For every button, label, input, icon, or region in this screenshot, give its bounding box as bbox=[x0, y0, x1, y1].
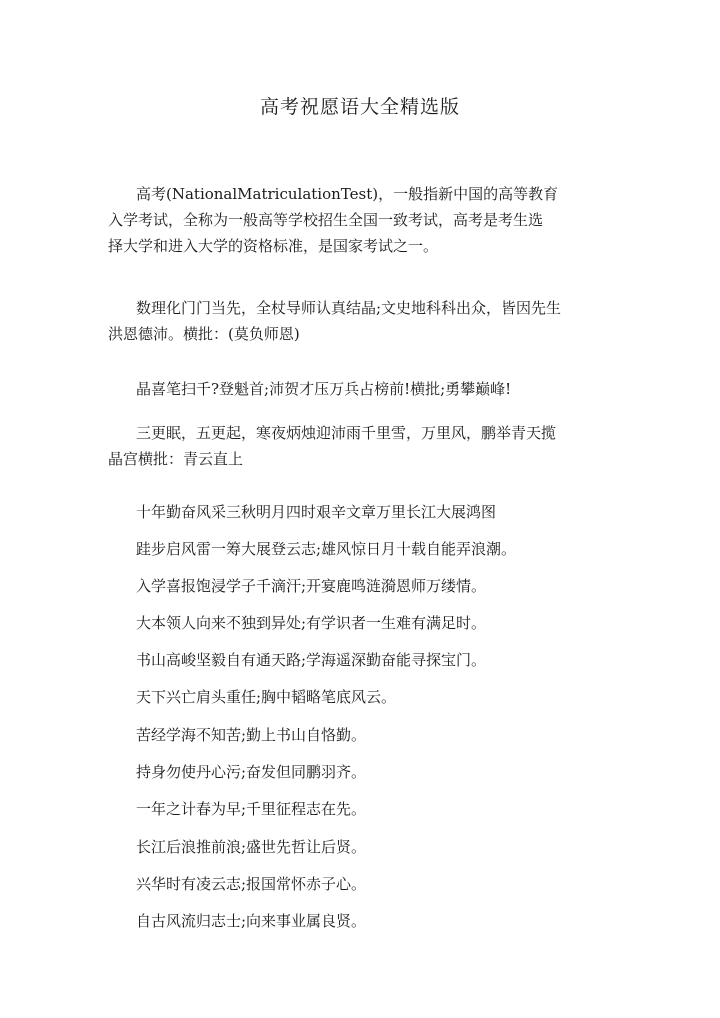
couplet-paragraph-1 bbox=[108, 295, 598, 347]
couplet-3-line-1: 三更眠，五更起，寒夜炳烛迎沛雨千里雪，万里风，鹏举青天揽 bbox=[136, 424, 557, 442]
couplet-1-line-1: 数理化门门当先，全杖导师认真结晶;文史地科科出众，皆因先生 bbox=[136, 299, 562, 317]
document-title: 高考祝愿语大全精选版 bbox=[259, 96, 460, 118]
intro-paragraph bbox=[108, 181, 598, 259]
couplet-line: 入学喜报饱浸学子千滴汗;开宴鹿鸣涟漪恩师万缕情。 bbox=[136, 577, 487, 595]
couplet-line: 兴华时有凌云志;报国常怀赤子心。 bbox=[136, 875, 367, 893]
intro-line-3: 择大学和进入大学的资格标准，是国家考试之一。 bbox=[108, 237, 439, 255]
couplet-line: 持身勿使丹心污;奋发但同鹏羽齐。 bbox=[136, 763, 367, 781]
couplet-line: 跬步启风雷一筹大展登云志;雄风惊日月十载自能弄浪潮。 bbox=[136, 540, 517, 558]
couplet-line: 自古风流归志士;向来事业属良贤。 bbox=[136, 912, 367, 930]
couplet-2-line-1: 晶喜笔扫千?登魁首;沛贺才压万兵占榜前!横批;勇攀巅峰! bbox=[136, 380, 512, 398]
couplet-paragraph-2 bbox=[108, 376, 598, 402]
couplet-line: 苦经学海不知苦;勤上书山自恪勤。 bbox=[136, 726, 367, 744]
couplet-line: 一年之计春为早;千里征程志在先。 bbox=[136, 800, 367, 818]
couplet-1-line-2: 洪恩德沛。横批：(莫负师恩) bbox=[108, 325, 300, 343]
couplet-paragraph-3 bbox=[108, 420, 598, 472]
couplet-3-line-2: 晶宫横批：青云直上 bbox=[108, 450, 244, 468]
intro-line-1: 高考(NationalMatriculationTest)，一般指新中国的高等教育 bbox=[136, 185, 559, 203]
couplet-line: 书山高峻坚毅自有通天路;学海遥深勤奋能寻探宝门。 bbox=[136, 651, 487, 669]
couplet-line: 大本领人向来不独到异处;有学识者一生难有满足时。 bbox=[136, 614, 487, 632]
intro-line-2: 入学考试，全称为一般高等学校招生全国一致考试，高考是考生选 bbox=[108, 211, 544, 229]
couplet-line: 天下兴亡肩头重任;胸中韬略笔底风云。 bbox=[136, 688, 397, 706]
couplet-line: 长江后浪推前浪;盛世先哲让后贤。 bbox=[136, 838, 367, 856]
couplet-line: 十年勤奋风采三秋明月四时艰辛文章万里长江大展鸿图 bbox=[136, 503, 497, 521]
